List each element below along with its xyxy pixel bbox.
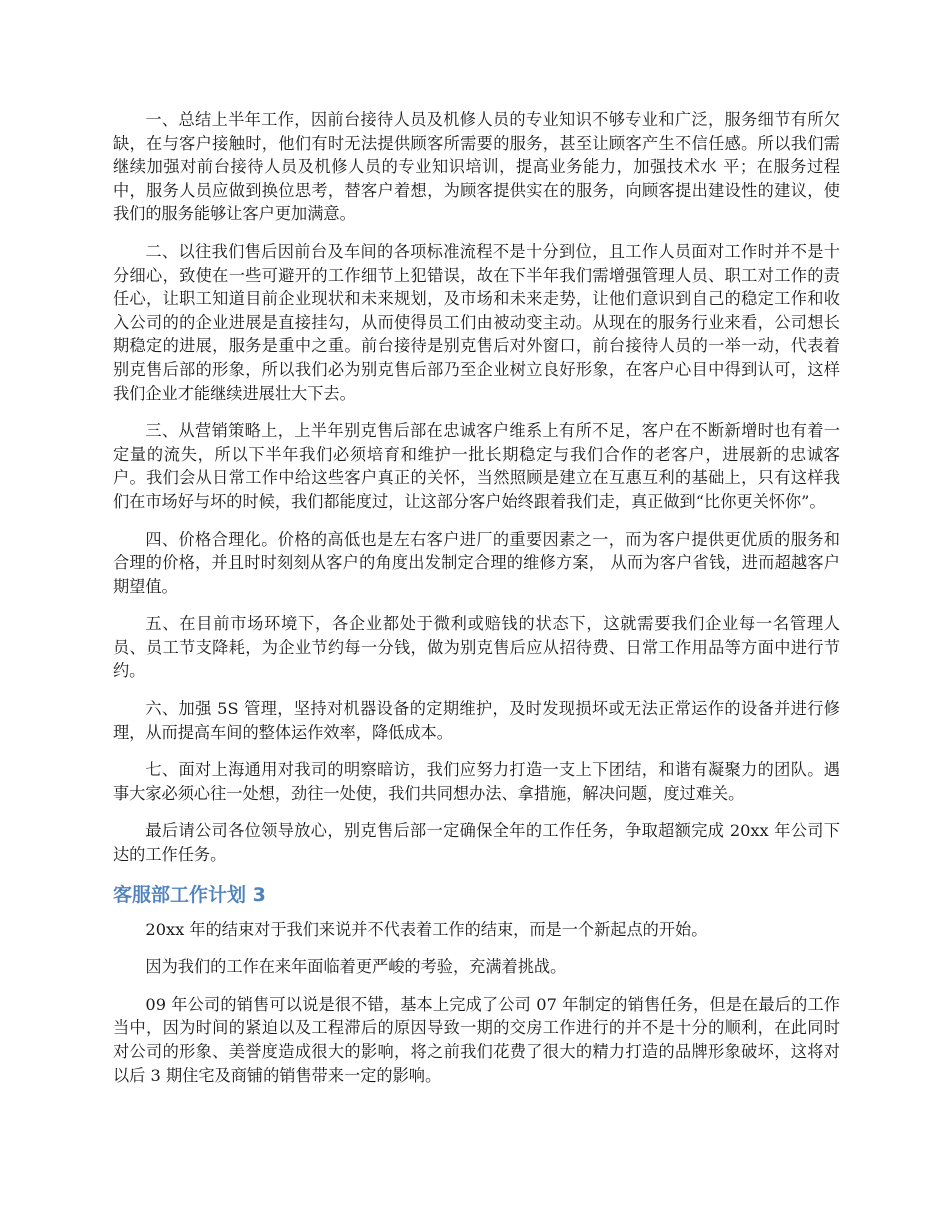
paragraph-3: 三、从营销策略上，上半年别克售后部在忠诚客户维系上有所不足，客户在不断新增时也有着一定量的流失，所以下半年我们必须培育和维护一批长期稳定与我们合作的老客户，进展新的忠诚客户。我们会从日常工作中给这些客户真正的关怀，当然照顾是建立在互惠互利的基础上，只有这样我们在市场好与坏的时候，我们都能度过，让这部分客户始终跟着我们走，真正做到“比你更关怀你”。: [113, 421, 840, 511]
paragraph-11: 09 年公司的销售可以说是很不错，基本上完成了公司 07 年制定的销售任务，但是在最后的工作当中，因为时间的紧迫以及工程滞后的原因导致一期的交房工作进行的并不是十分的顺利，在此同时对公司的形象、美誉度造成很大的影响，将之前我们花费了很大的精力打造的品牌形象破坏，这将对以后 3 期住宅及商铺的销售带来一定的影响。: [113, 994, 840, 1085]
paragraph-4: 四、价格合理化。价格的高低也是左右客户进厂的重要因素之一，而为客户提供更优质的服务和合理的价格，并且时时刻刻从客户的角度出发制定合理的维修方案， 从而为客户省钱，进而超越客户期望值。: [113, 529, 840, 596]
paragraph-9: 20xx 年的结束对于我们来说并不代表着工作的结束，而是一个新起点的开始。: [145, 919, 708, 939]
paragraph-5: 五、在目前市场环境下，各企业都处于微利或赔钱的状态下，这就需要我们企业每一名管理人员、员工节支降耗，为企业节约每一分钱，做为别克售后应从招待费、日常工作用品等方面中进行节约。: [113, 614, 840, 681]
document-page: [113, 108, 840, 1101]
paragraph-1: 一、总结上半年工作，因前台接待人员及机修人员的专业知识不够专业和广泛，服务细节有所欠缺，在与客户接触时，他们有时无法提供顾客所需要的服务，甚至让顾客产生不信任感。所以我们需继续加强对前台接待人员及机修人员的专业知识培训，提高业务能力，加强技术水 平；在服务过程中，服务人员应做到换位思考，替客户着想，为顾客提供实在的服务，向顾客提出建设性的建议，使我们的服务能够让客户更加满意。: [113, 110, 840, 224]
section-heading: 客服部工作计划 3: [113, 883, 266, 906]
paragraph-7: 七、面对上海通用对我司的明察暗访，我们应努力打造一支上下团结，和谐有凝聚力的团队。遇事大家必须心往一处想，劲往一处使，我们共同想办法、拿措施，解决问题，度过难关。: [113, 760, 840, 803]
paragraph-6: 六、加强 5S 管理，坚持对机器设备的定期维护，及时发现损坏或无法正常运作的设备并进行修理，从而提高车间的整体运作效率，降低成本。: [113, 699, 840, 742]
paragraph-10: 因为我们的工作在来年面临着更严峻的考验，充满着挑战。: [145, 957, 567, 977]
paragraph-2: 二、以往我们售后因前台及车间的各项标准流程不是十分到位，且工作人员面对工作时并不是十分细心，致使在一些可避开的工作细节上犯错误，故在下半年我们需增强管理人员、职工对工作的责任心，让职工知道目前企业现状和未来规划，及市场和未来走势，让他们意识到自己的稳定工作和收入公司的的企业进展是直接挂勾，从而使得员工们由被动变主动。从现在的服务行业来看，公司想长期稳定的进展，服务是重中之重。前台接待是别克售后对外窗口，前台接待人员的一举一动，代表着别克售后部的形象，所以我们必为别克售后部乃至企业树立良好形象，在客户心目中得到认可，这样我们企业才能继续进展壮大下去。: [113, 241, 840, 403]
paragraph-8: 最后请公司各位领导放心，别克售后部一定确保全年的工作任务，争取超额完成 20xx 年公司下达的工作任务。: [113, 821, 840, 865]
